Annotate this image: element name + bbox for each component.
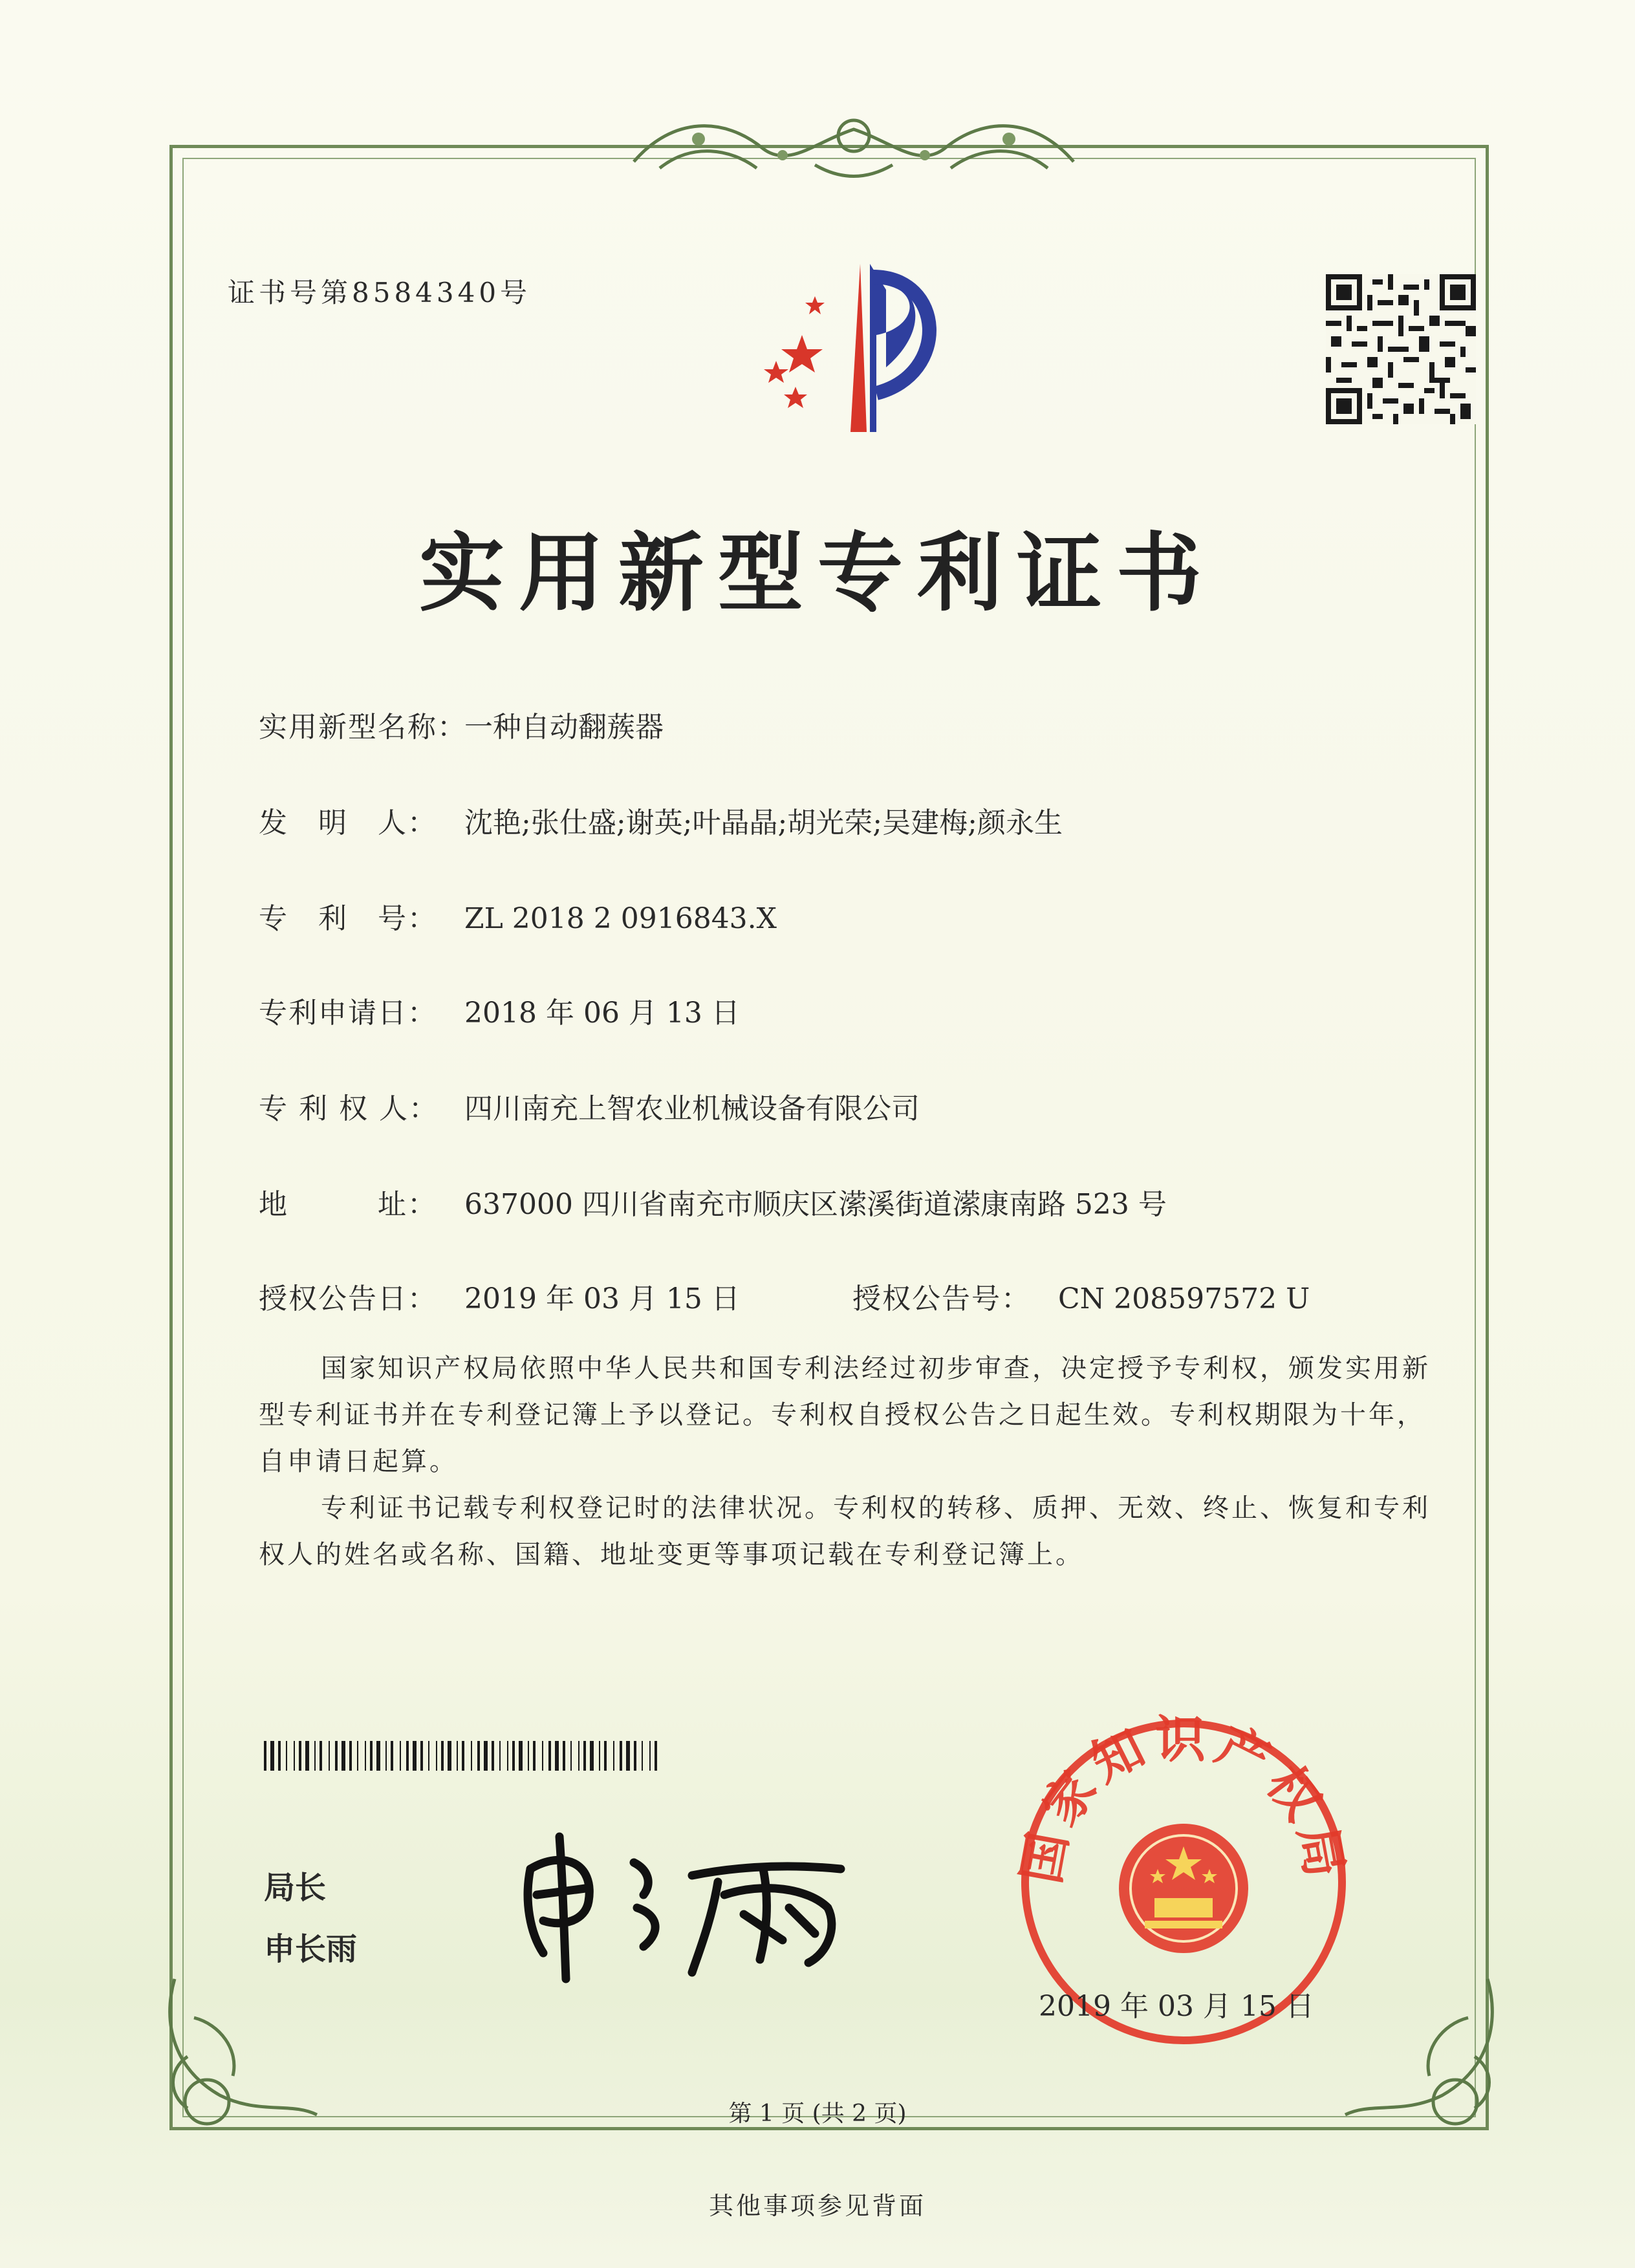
field-label: 地 址： <box>259 1188 437 1221</box>
field-value: 沈艳;张仕盛;谢英;叶晶晶;胡光荣;吴建梅;颜永生 <box>464 806 1063 839</box>
field-value: 一种自动翻蔟器 <box>464 711 664 744</box>
statement-paragraph-2: 专利证书记载专利权登记时的法律状况。专利权的转移、质押、无效、终止、恢复和专利权人的姓名或名称、国籍、地址变更等事项记载在专利登记簿上。 <box>259 1493 1431 1570</box>
back-note: 其他事项参见背面 <box>708 2192 926 2220</box>
seal-text: 国家知识产权局 <box>1012 1711 1355 1888</box>
qr-code-icon <box>1326 274 1476 424</box>
field-label: 实用新型名称： <box>259 711 467 744</box>
field-inventors <box>259 799 1063 841</box>
seal-date: 2019 年 03 月 15 日 <box>1039 1990 1314 2023</box>
field-utility-model-name <box>259 704 664 745</box>
field-label: 发 明 人： <box>259 806 437 839</box>
director-title: 局长 <box>264 1870 327 1906</box>
director-signature-icon <box>504 1824 867 1985</box>
field-value: 2018 年 06 月 13 日 <box>464 997 740 1030</box>
field-value: CN 208597572 U <box>1058 1282 1310 1315</box>
field-value: 四川南充上智农业机械设备有限公司 <box>464 1092 920 1125</box>
certificate-title: 实用新型专利证书 <box>419 523 1216 623</box>
field-grant-date <box>259 1275 740 1317</box>
field-label: 专利申请日： <box>259 997 437 1030</box>
field-patentee <box>259 1085 920 1127</box>
barcode-icon <box>264 1741 662 1771</box>
field-value: 637000 四川省南充市顺庆区潆溪街道潆康南路 523 号 <box>464 1188 1167 1221</box>
director-name: 申长雨 <box>264 1931 358 1967</box>
cnipa-logo-icon <box>737 257 983 445</box>
top-ornament <box>621 103 1087 188</box>
certificate-number: 证书号第8584340号 <box>228 277 532 308</box>
field-address <box>259 1181 1167 1222</box>
field-label: 专 利 号： <box>259 902 437 935</box>
field-announcement-number <box>852 1275 1310 1317</box>
page-number: 第 1 页 (共 2 页) <box>728 2101 907 2127</box>
field-label: 授权公告号： <box>852 1282 1031 1315</box>
field-value: ZL 2018 2 0916843.X <box>464 902 777 935</box>
field-value: 2019 年 03 月 15 日 <box>464 1282 740 1315</box>
field-label: 授权公告日： <box>259 1282 437 1315</box>
statement-paragraph-1: 国家知识产权局依照中华人民共和国专利法经过初步审查，决定授予专利权，颁发实用新型专利证书并在专利登记簿上予以登记。专利权自授权公告之日起生效。专利权期限为十年，自申请日起算。 <box>259 1354 1431 1476</box>
field-patent-number <box>259 895 777 936</box>
field-application-date <box>259 989 740 1031</box>
field-label: 专 利 权 人： <box>259 1092 439 1125</box>
